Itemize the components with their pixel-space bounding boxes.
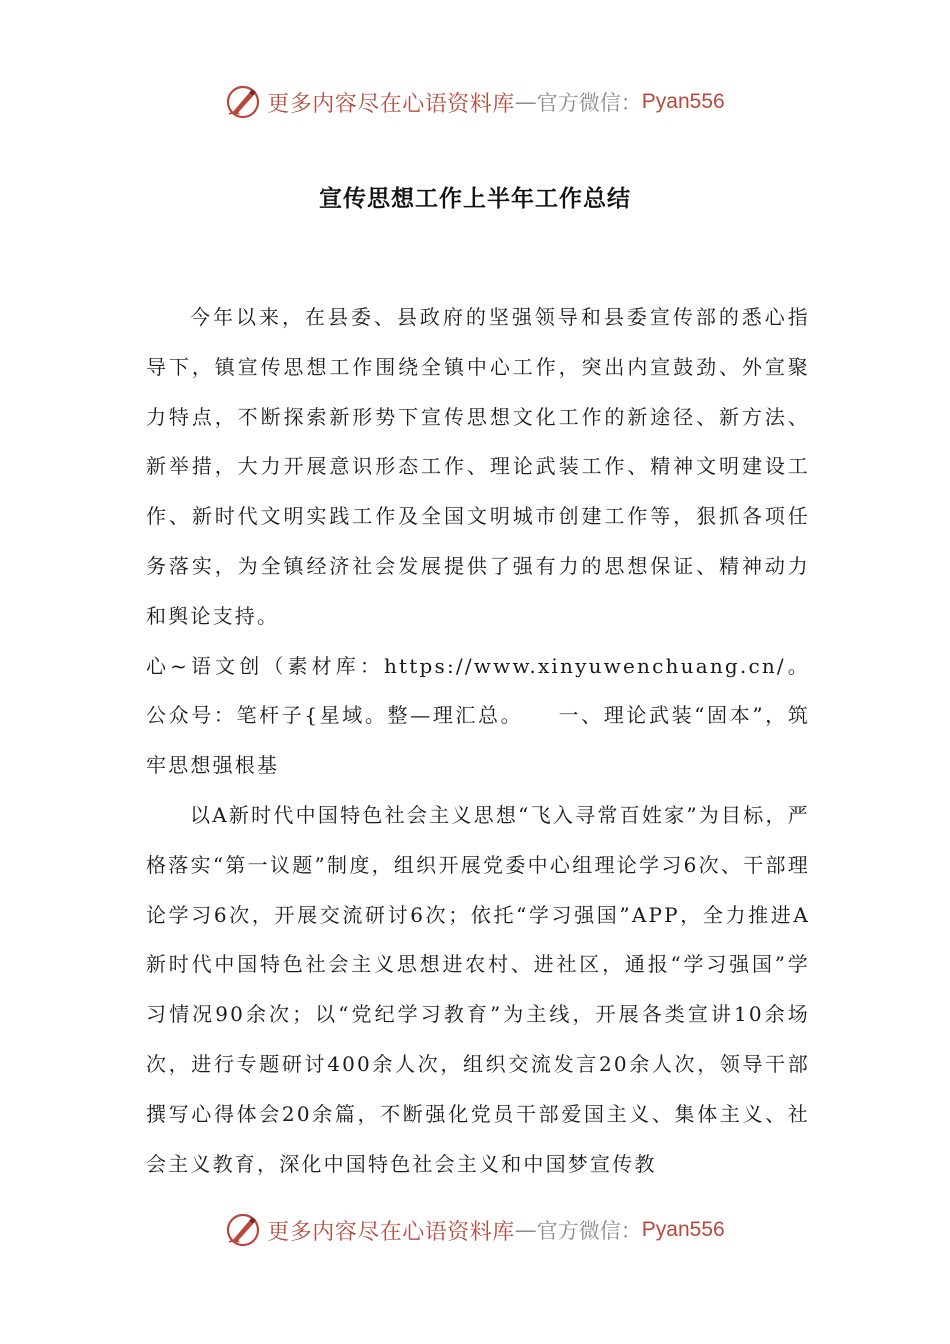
header-watermark xyxy=(0,82,950,122)
watermark-separator: — xyxy=(514,89,537,115)
pen-logo-icon xyxy=(225,84,261,120)
watermark-wechat-id: Pyan556 xyxy=(641,90,725,113)
pen-logo-icon xyxy=(225,1212,261,1248)
watermark-wechat-id: Pyan556 xyxy=(641,1218,725,1241)
document-title: 宣传思想工作上半年工作总结 xyxy=(319,186,631,212)
paragraph-intro: 今年以来，在县委、县政府的坚强领导和县委宣传部的悉心指导下，镇宣传思想工作围绕全镇中心工作，突出内宣鼓劲、外宣聚力特点，不断探索新形势下宣传思想文化工作的新途径、新方法、新举措，大力开展意识形态工作、理论武装工作、精神文明建设工作、新时代文明实践工作及全国文明城市创建工作等，狠抓各项任务落实，为全镇经济社会发展提供了强有力的思想保证、精神动力和舆论支持。 xyxy=(146,305,810,628)
watermark-text: 更多内容尽在心语资料库 xyxy=(267,91,515,117)
watermark-separator: — xyxy=(514,1217,537,1243)
watermark-wechat-label: 官方微信： xyxy=(536,1219,642,1243)
document-body xyxy=(146,293,810,1189)
paragraph-theory: 以A新时代中国特色社会主义思想“飞入寻常百姓家”为目标，严格落实“第一议题”制度，组织开展党委中心组理论学习6次、干部理论学习6次，开展交流研讨6次；依托“学习强国”APP，全力推进A新时代中国特色社会主义思想进农村、进社区，通报“学习强国”学习情况90余次；以“党纪学习教育”为主线，开展各类宣讲10余场次，进行专题研讨400余人次，组织交流发言20余人次，领导干部撰写心得体会20余篇，不断强化党员干部爱国主义、集体主义、社会主义教育，深化中国特色社会主义和中国梦宣传教 xyxy=(146,802,810,1176)
watermark-wechat-label: 官方微信： xyxy=(536,91,642,115)
watermark-text: 更多内容尽在心语资料库 xyxy=(267,1219,515,1245)
paragraph-source-and-heading: 心~语文创（素材库：https://www.xinyuwenchuang.cn/。公众号：笔杆子{星域。整—理汇总。 一、理论武装“固本”，筑牢思想强根基 xyxy=(146,653,810,778)
footer-watermark xyxy=(0,1210,950,1250)
